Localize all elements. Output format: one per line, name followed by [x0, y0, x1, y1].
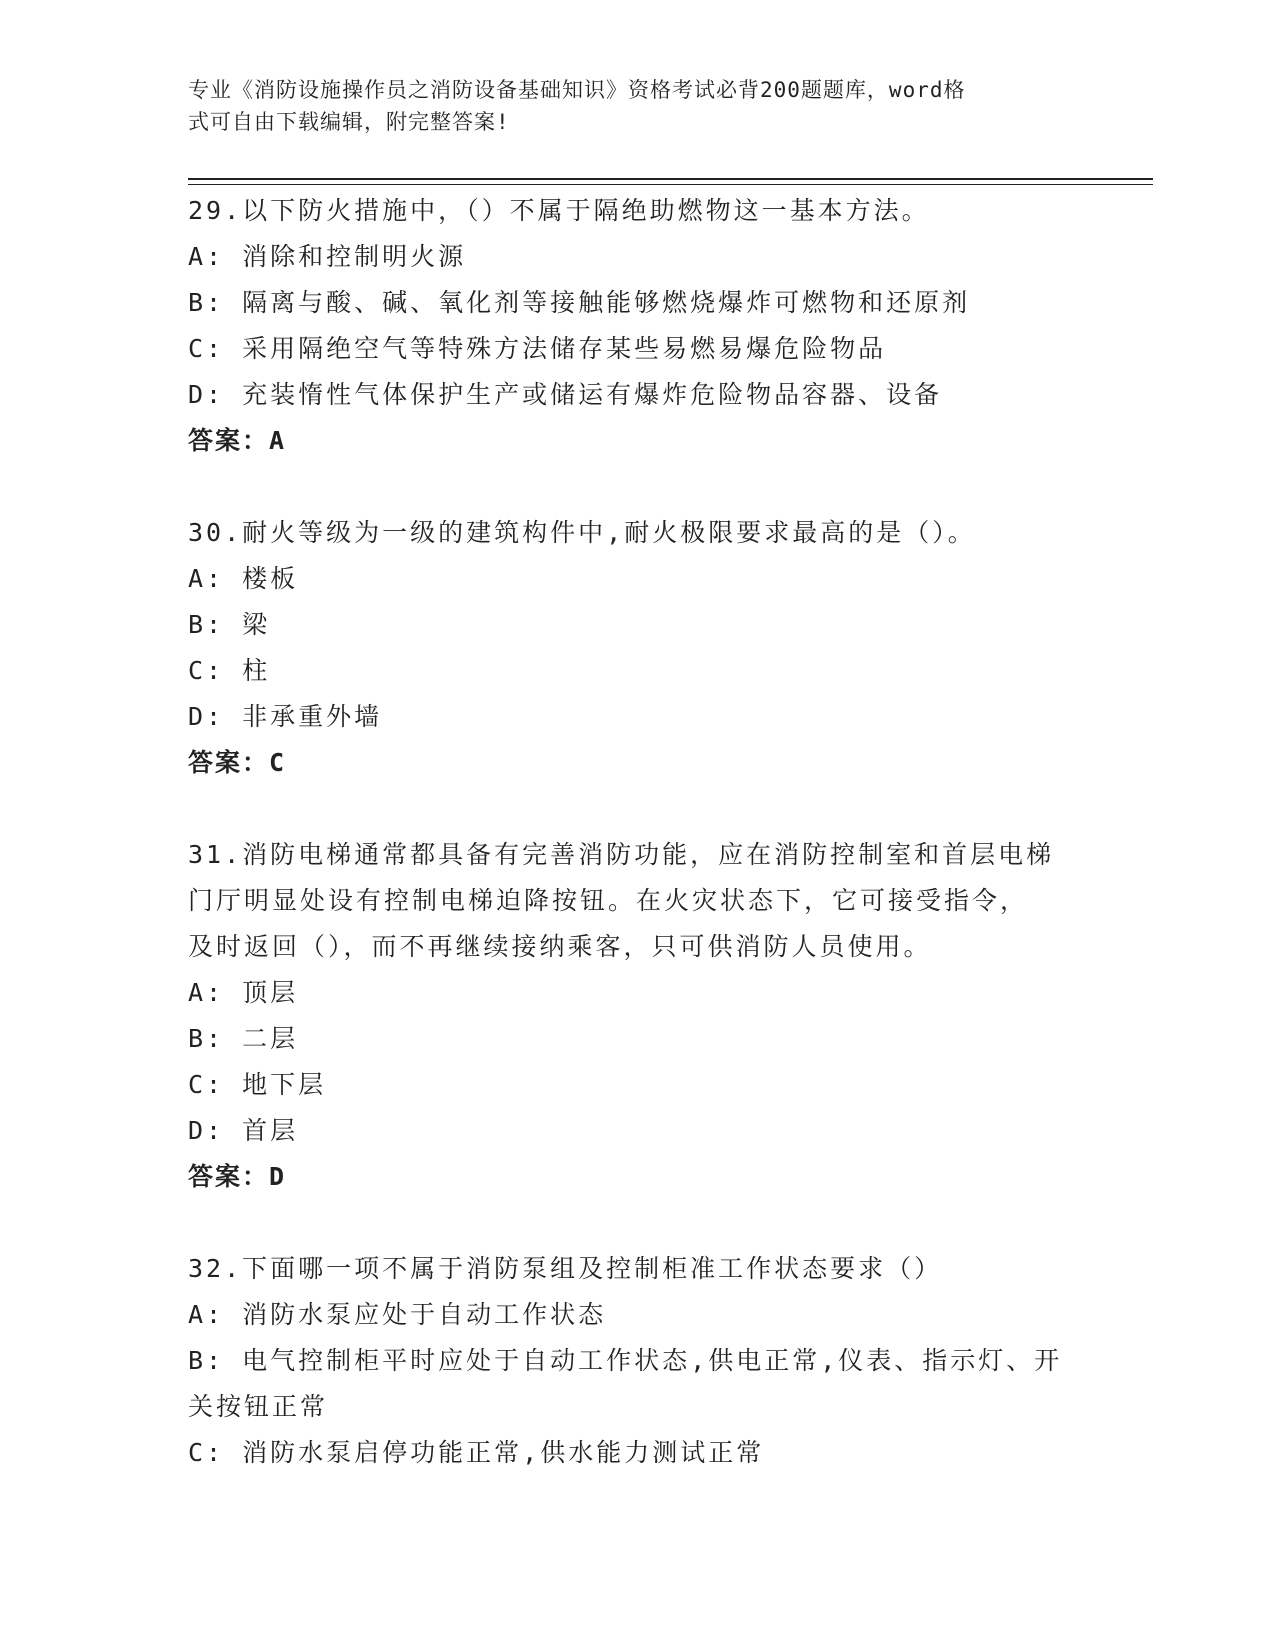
question-32	[188, 1246, 1088, 1476]
option-b: B: 隔离与酸、碱、氧化剂等接触能够燃烧爆炸可燃物和还原剂	[188, 288, 971, 317]
answer-label: 答案：	[188, 748, 270, 777]
option-a: A: 消除和控制明火源	[188, 242, 467, 271]
option-b-continued: 关按钮正常	[188, 1392, 329, 1421]
option-d: D: 非承重外墙	[188, 702, 383, 731]
option-a: A: 消防水泵应处于自动工作状态	[188, 1300, 607, 1329]
question-stem: 29.以下防火措施中，（）不属于隔绝助燃物这一基本方法。	[188, 196, 930, 225]
answer-value: A	[269, 426, 287, 455]
header-line-2: 式可自由下载编辑，附完整答案!	[188, 110, 510, 134]
option-d: D: 充装惰性气体保护生产或储运有爆炸危险物品容器、设备	[188, 380, 943, 409]
option-a: A: 楼板	[188, 564, 299, 593]
header-divider-thick	[188, 178, 1153, 180]
option-a: A: 顶层	[188, 978, 299, 1007]
question-30	[188, 510, 1088, 786]
option-c: C: 采用隔绝空气等特殊方法储存某些易燃易爆危险物品	[188, 334, 887, 363]
question-stem-line-2: 门厅明显处设有控制电梯迫降按钮。在火灾状态下，它可接受指令，	[188, 886, 1029, 915]
answer-label: 答案：	[188, 426, 270, 455]
question-stem-line-3: 及时返回（），而不再继续接纳乘客，只可供消防人员使用。	[188, 932, 932, 961]
option-c: C: 柱	[188, 656, 271, 685]
header-divider-thin	[188, 184, 1153, 185]
option-b: B: 二层	[188, 1024, 299, 1053]
question-31	[188, 832, 1088, 1200]
document-header	[188, 74, 1068, 138]
option-b: B: 梁	[188, 610, 271, 639]
question-29	[188, 188, 1088, 464]
question-stem: 32.下面哪一项不属于消防泵组及控制柜准工作状态要求（）	[188, 1254, 943, 1283]
answer-line	[188, 1154, 1088, 1200]
question-stem-line-1: 31.消防电梯通常都具备有完善消防功能，应在消防控制室和首层电梯	[188, 840, 1055, 869]
answer-value: D	[269, 1162, 287, 1191]
option-b: B: 电气控制柜平时应处于自动工作状态,供电正常,仪表、指示灯、开	[188, 1346, 1063, 1375]
answer-value: C	[269, 748, 287, 777]
header-line-1: 专业《消防设施操作员之消防设备基础知识》资格考试必背200题题库，word格	[188, 78, 966, 102]
option-d: D: 首层	[188, 1116, 299, 1145]
option-c: C: 消防水泵启停功能正常,供水能力测试正常	[188, 1438, 765, 1467]
answer-label: 答案：	[188, 1162, 270, 1191]
answer-line	[188, 740, 1088, 786]
option-c: C: 地下层	[188, 1070, 327, 1099]
question-stem: 30.耐火等级为一级的建筑构件中,耐火极限要求最高的是（）。	[188, 518, 976, 547]
question-list	[188, 188, 1088, 1522]
answer-line	[188, 418, 1088, 464]
